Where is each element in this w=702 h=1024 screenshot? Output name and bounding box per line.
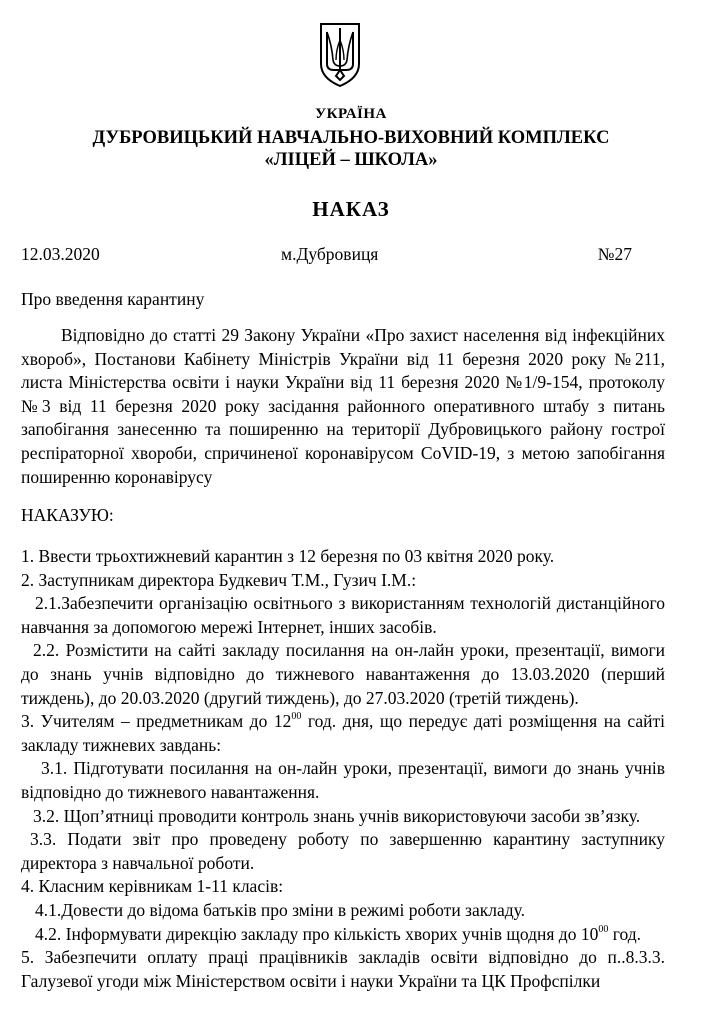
trident-emblem-icon <box>318 20 362 88</box>
preamble-paragraph: Відповідно до статті 29 Закону України «Про захист населення від інфекційних хвороб», Постанови Кабінету Міністрів України від 11 березня 2020 року №211, листа Міністерства освіти і науки України від 11 березня 2020 №1/9-154, протоколу №3 від 11 березня 2020 року засідання районного оперативного штабу з питань запобігання занесенню та поширенню на території Дубровицького району гострої респіраторної хвороби, спричиненої коронавірусом CoVID-19, з метою запобігання поширенню коронавірусу <box>21 325 665 487</box>
order-item-3-1: 3.1. Підготувати посилання на он-лайн уроки, презентації, вимоги до знань учнів відповідно до тижневого навантаження. <box>21 758 665 802</box>
document-city: м.Дубровиця <box>281 244 379 264</box>
order-item-5: 5. Забезпечити оплату праці працівників закладів освіти відповідно до п..8.3.3. Галузевої угоди між Міністерством освіти і науки України та ЦК Профспілки <box>21 947 665 991</box>
order-items <box>21 545 665 993</box>
order-item-3: 3. Учителям – предметникам до $12^{00}$ год. дня, що передує даті розміщення на сайті закладу тижневих завдань: <box>21 711 665 755</box>
order-item-2: 2. Заступникам директора Будкевич Т.М., Гузич І.М.: <box>21 569 417 590</box>
institution-name: ДУБРОВИЦЬКИЙ НАВЧАЛЬНО-ВИХОВНИЙ КОМПЛЕКС <box>92 128 610 148</box>
order-item-3-3: 3.3. Подати звіт про проведену роботу по завершенню карантину заступнику директора з навчальної роботи. <box>21 829 665 873</box>
order-item-4-1: 4.1.Довести до відома батьків про зміни в режимі роботи закладу. <box>35 899 526 920</box>
order-item-2-1: 2.1.Забезпечити організацію освітнього з використанням технологій дистанційного навчання за допомогою мережі Інтернет, інших засобів. <box>21 593 665 637</box>
order-heading: НАКАЗУЮ: <box>21 505 114 525</box>
institution-subtitle: «ЛІЦЕЙ – ШКОЛА» <box>264 150 438 170</box>
document-subject: Про введення карантину <box>21 289 205 309</box>
order-item-1: 1. Ввести трьохтижневий карантин з 12 березня по 03 квітня 2020 року. <box>21 546 555 566</box>
document-number: №27 <box>597 244 632 264</box>
order-item-4: 4. Класним керівникам 1-11 класів: <box>21 876 284 897</box>
document-type-title: НАКАЗ <box>312 197 390 221</box>
order-item-4-2: 4.2. Інформувати дирекцію закладу про кількість хворих учнів щодня до $10^{00}$ год. <box>35 923 641 944</box>
order-item-3-2: 3.2. Щоп’ятниці проводити контроль знань учнів використовуючи засоби зв’язку. <box>33 805 641 826</box>
country-heading: УКРАЇНА <box>315 106 387 122</box>
document-date: 12.03.2020 <box>21 244 100 264</box>
order-item-2-2: 2.2. Розмістити на сайті закладу посилання на он-лайн уроки, презентації, вимоги до знань учнів відповідно до тижневого навантаження до 13.03.2020 (перший тиждень), до 20.03.2020 (другий тиждень), до 27.03.2020 (третій тиждень). <box>21 640 665 708</box>
document-meta-row <box>21 244 632 268</box>
